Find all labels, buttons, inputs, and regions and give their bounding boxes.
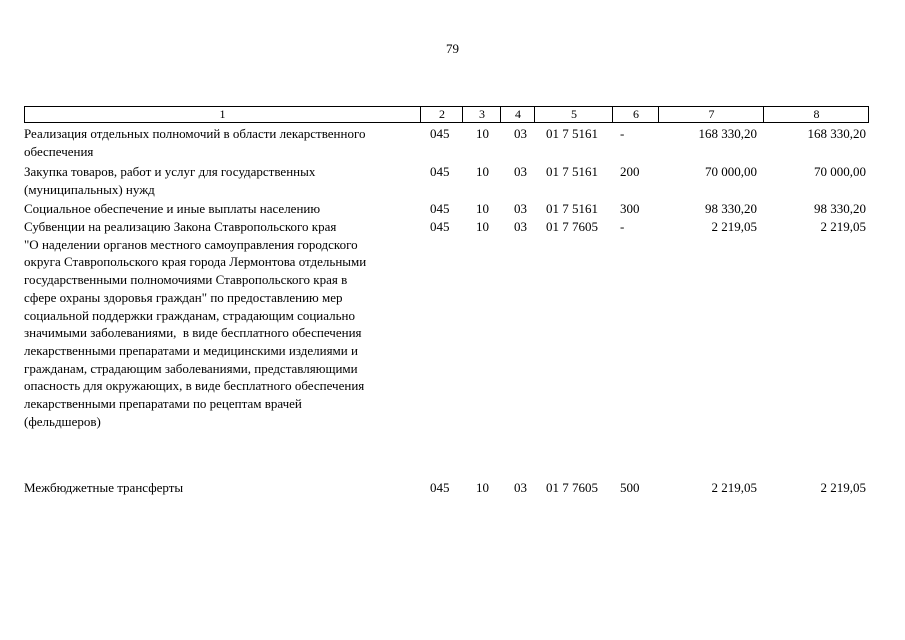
header-col-1: 1	[219, 107, 226, 121]
row-col-6: 200	[620, 164, 640, 179]
row-col-8: 98 330,20	[814, 201, 866, 216]
row-name: Реализация отдельных полномочий в области лекарственного обеспечения	[24, 126, 366, 159]
header-col-2: 2	[420, 107, 463, 122]
row-col-4: 03	[514, 219, 527, 234]
row-col-5: 01 7 5161	[546, 126, 598, 141]
row-col-7: 70 000,00	[705, 164, 757, 179]
row-col-4: 03	[514, 164, 527, 179]
row-col-4: 03	[514, 126, 527, 141]
row-col-7: 98 330,20	[705, 201, 757, 216]
row-name: Закупка товаров, работ и услуг для государственных (муниципальных) нужд	[24, 164, 316, 197]
header-col-6: 6	[612, 107, 659, 122]
row-col-3: 10	[476, 219, 489, 234]
row-col-2: 045	[430, 480, 450, 495]
row-col-7: 2 219,05	[711, 480, 757, 495]
row-col-5: 01 7 5161	[546, 164, 598, 179]
header-col-4: 4	[500, 107, 535, 122]
header-col-8: 8	[763, 107, 869, 122]
row-col-7: 168 330,20	[698, 126, 757, 141]
row-col-6: 500	[620, 480, 640, 495]
row-col-8: 2 219,05	[820, 219, 866, 234]
row-col-5: 01 7 7605	[546, 219, 598, 234]
header-col-7: 7	[658, 107, 764, 122]
row-name: Межбюджетные трансферты	[24, 480, 184, 495]
row-col-2: 045	[430, 126, 450, 141]
row-col-3: 10	[476, 480, 489, 495]
row-col-2: 045	[430, 219, 450, 234]
row-col-5: 01 7 5161	[546, 201, 598, 216]
header-col-3: 3	[462, 107, 501, 122]
row-col-8: 168 330,20	[807, 126, 866, 141]
row-col-4: 03	[514, 480, 527, 495]
row-col-3: 10	[476, 164, 489, 179]
row-col-8: 70 000,00	[814, 164, 866, 179]
row-col-7: 2 219,05	[711, 219, 757, 234]
row-col-6: -	[620, 219, 625, 234]
page-number: 79	[446, 41, 459, 56]
row-col-5: 01 7 7605	[546, 480, 598, 495]
row-col-2: 045	[430, 164, 450, 179]
header-col-5: 5	[534, 107, 613, 122]
row-col-6: -	[620, 126, 625, 141]
row-col-2: 045	[430, 201, 450, 216]
table-header	[24, 106, 869, 123]
row-col-6: 300	[620, 201, 640, 216]
row-col-4: 03	[514, 201, 527, 216]
row-name: Субвенции на реализацию Закона Ставропольского края "О наделении органов местного самоуправления городского округа Ставропольского края города Лермонтова отдельными государственными полномочиями Ставропольского края в сфере охраны здоровья граждан" по предоставлению мер социальной поддержки гражданам, страдающим социально значимыми заболеваниями, в виде бесплатного обеспечения лекарственными препаратами и медицинскими изделиями и гражданам, страдающим заболеваниями, представляющими опасность для окружающих, в виде бесплатного обеспечения лекарственными препаратами по рецептам врачей (фельдшеров)	[24, 219, 367, 429]
row-col-3: 10	[476, 126, 489, 141]
row-col-8: 2 219,05	[820, 480, 866, 495]
row-name: Социальное обеспечение и иные выплаты населению	[24, 201, 321, 216]
row-col-3: 10	[476, 201, 489, 216]
